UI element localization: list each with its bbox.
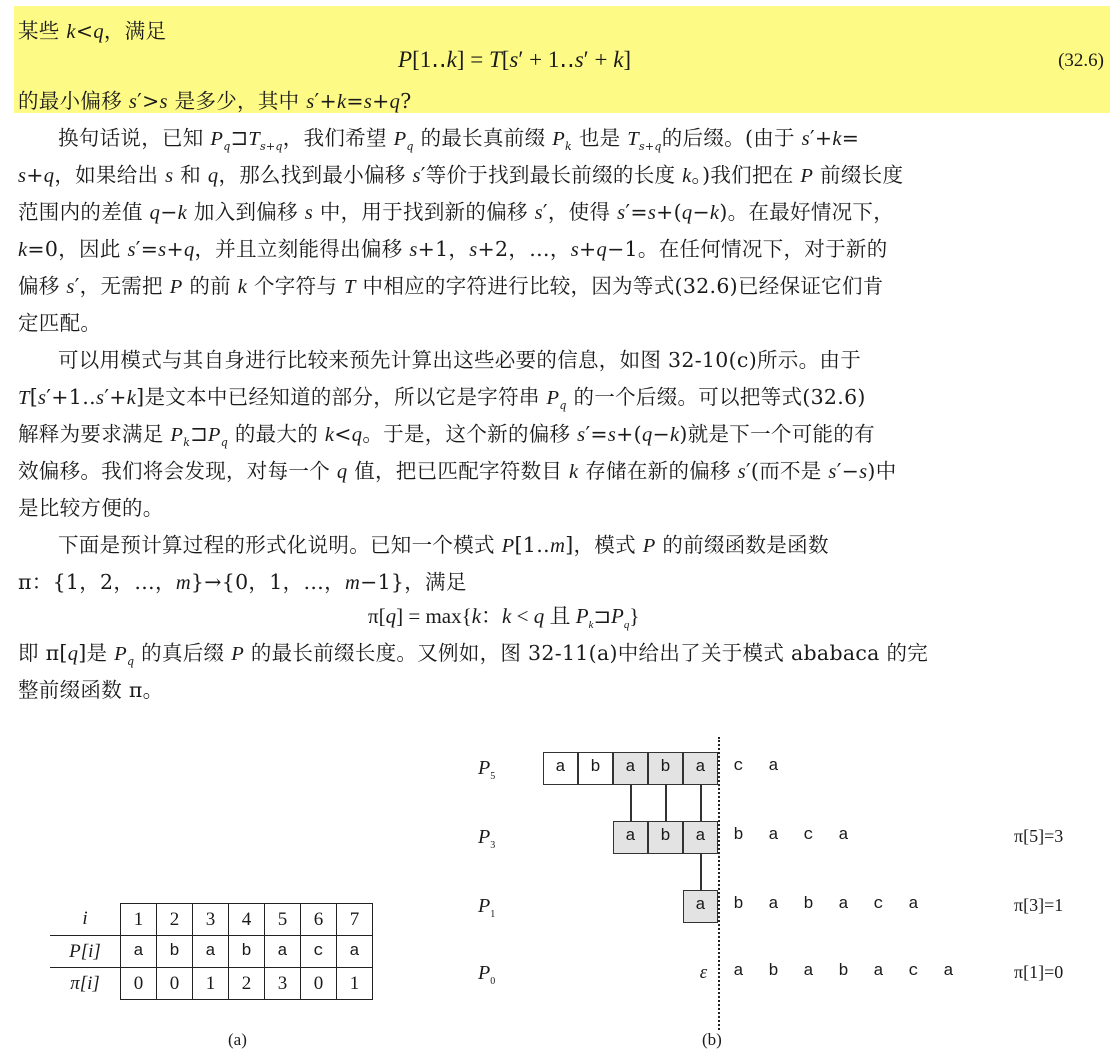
p0-rest-char: c [908,962,919,981]
cell: 1 [121,904,157,936]
p0-rest-char: a [943,962,954,981]
cell: c [301,936,337,968]
row-header-p: P[i] [50,936,121,968]
p5-box-shaded: a [683,752,718,785]
match-connector [630,785,632,821]
para2-line5: 是比较方便的。 [18,496,164,520]
figure-b-caption: (b) [702,1030,722,1049]
p0-rest-char: a [733,962,744,981]
cell: 6 [301,904,337,936]
p3-rest-char: b [733,826,744,845]
cell: 2 [157,904,193,936]
p1-rest-char: b [733,895,744,914]
pi-value-1: π[1]=0 [1014,962,1064,982]
cell: a [337,936,373,968]
para2-line3: 解释为要求满足 $P_k⊐P_q$ 的最大的 k<q。于是，这个新的偏移 s′=s+(q−k)就是下一个可能的有 [18,422,875,450]
p5-box-shaded: b [648,752,683,785]
prefix-function-equation: π[q] = max{k：k < q 且 $P_k⊐P_q$} [368,604,640,632]
p0-rest-char: a [873,962,884,981]
p0-rest-char: b [838,962,849,981]
row-header-i: i [50,904,121,936]
cell: 3 [193,904,229,936]
cell: 3 [265,968,301,1000]
para4-line2: 整前缀函数 π。 [18,678,164,702]
para2-line1: 可以用模式与其自身进行比较来预先计算出这些必要的信息，如图 32-10(c)所示。由于 [58,348,861,372]
cell: b [157,936,193,968]
match-connector [700,854,702,890]
cell: a [265,936,301,968]
p3-rest-char: a [768,826,779,845]
p5-box-shaded: a [613,752,648,785]
para3-line1: 下面是预计算过程的形式化说明。已知一个模式 P[1‥m]，模式 P 的前缀函数是函数 [58,533,829,557]
para1-line6: 定匹配。 [18,311,102,335]
para3-line2: π：{1，2，…，m}→{0，1，…，m−1}，满足 [18,570,467,594]
figure-a-caption: (a) [228,1030,247,1049]
alignment-dotted-line [718,737,720,1030]
p1-rest-char: a [768,895,779,914]
cell: 5 [265,904,301,936]
p3-box-shaded: a [683,821,718,854]
cell: 0 [157,968,193,1000]
cell: 1 [193,968,229,1000]
p5-rest-char: a [768,757,779,776]
cell: 1 [337,968,373,1000]
prefix-function-table [50,903,373,1000]
label-p5: $P_5$ [478,757,496,782]
p0-rest-char: a [803,962,814,981]
label-p3: $P_3$ [478,826,496,851]
highlight-line-1: 某些 k<q，满足 [18,19,167,43]
cell: 2 [229,968,265,1000]
label-p1: $P_1$ [478,895,496,920]
pi-value-5: π[5]=3 [1014,826,1064,846]
equation-number: (32.6) [1058,50,1104,71]
table-row-i [50,904,373,936]
p1-rest-char: c [873,895,884,914]
para1-line4: k=0，因此 s′=s+q，并且立刻能得出偏移 s+1，s+2，…，s+q−1。在任何情况下，对于新的 [18,237,888,261]
para1-line5: 偏移 s′，无需把 P 的前 k 个字符与 T 中相应的字符进行比较，因为等式(32.6)已经保证它们肯 [18,274,884,298]
p0-rest-char: b [768,962,779,981]
p1-rest-char: a [908,895,919,914]
table-row-p [50,936,373,968]
label-p0: $P_0$ [478,962,496,987]
table-row-pi [50,968,373,1000]
p3-rest-char: a [838,826,849,845]
p1-rest-char: a [838,895,849,914]
match-connector [665,785,667,821]
cell: 0 [301,968,337,1000]
cell: b [229,936,265,968]
para1-line1: 换句话说，已知 $P_q⊐T_{s+q}$，我们希望 $P_q$ 的最长真前缀 $P_k$ 也是 $T_{s+q}$的后缀。(由于 s′+k= [58,126,860,154]
para1-line3: 范围内的差值 q−k 加入到偏移 s 中，用于找到新的偏移 s′，使得 s′=s+(q−k)。在最好情况下， [18,200,895,224]
p1-box-shaded: a [683,890,718,923]
p3-rest-char: c [803,826,814,845]
equation-32-6: P[1‥k] = T[s′ + 1‥s′ + k] [398,47,632,72]
p1-rest-char: b [803,895,814,914]
p5-box: a [543,752,578,785]
match-connector [700,785,702,821]
cell: 7 [337,904,373,936]
p3-box-shaded: b [648,821,683,854]
cell: 0 [121,968,157,1000]
pi-value-3: π[3]=1 [1014,895,1064,915]
para1-line2: s+q，如果给出 s 和 q，那么找到最小偏移 s′等价于找到最长前缀的长度 k。)我们把在 P 前缀长度 [18,163,904,187]
para2-line2: T[s′+1‥s′+k]是文本中已经知道的部分，所以它是字符串 $P_q$ 的一个后缀。可以把等式(32.6) [18,385,866,413]
row-header-pi: π[i] [70,972,100,994]
p5-rest-char: c [733,757,744,776]
highlight-line-3: 的最小偏移 s′>s 是多少，其中 s′+k=s+q? [18,89,412,113]
cell: a [193,936,229,968]
cell: a [121,936,157,968]
cell: 4 [229,904,265,936]
p5-box: b [578,752,613,785]
para4-line1: 即 π[q]是 $P_q$ 的真后缀 P 的最长前缀长度。又例如，图 32-11(a)中给出了关于模式 ababaca 的完 [18,641,929,669]
p3-box-shaded: a [613,821,648,854]
para2-line4: 效偏移。我们将会发现，对每一个 q 值，把已匹配字符数目 k 存储在新的偏移 s′(而不是 s′−s)中 [18,459,897,483]
epsilon-empty-string: ε [699,962,708,983]
